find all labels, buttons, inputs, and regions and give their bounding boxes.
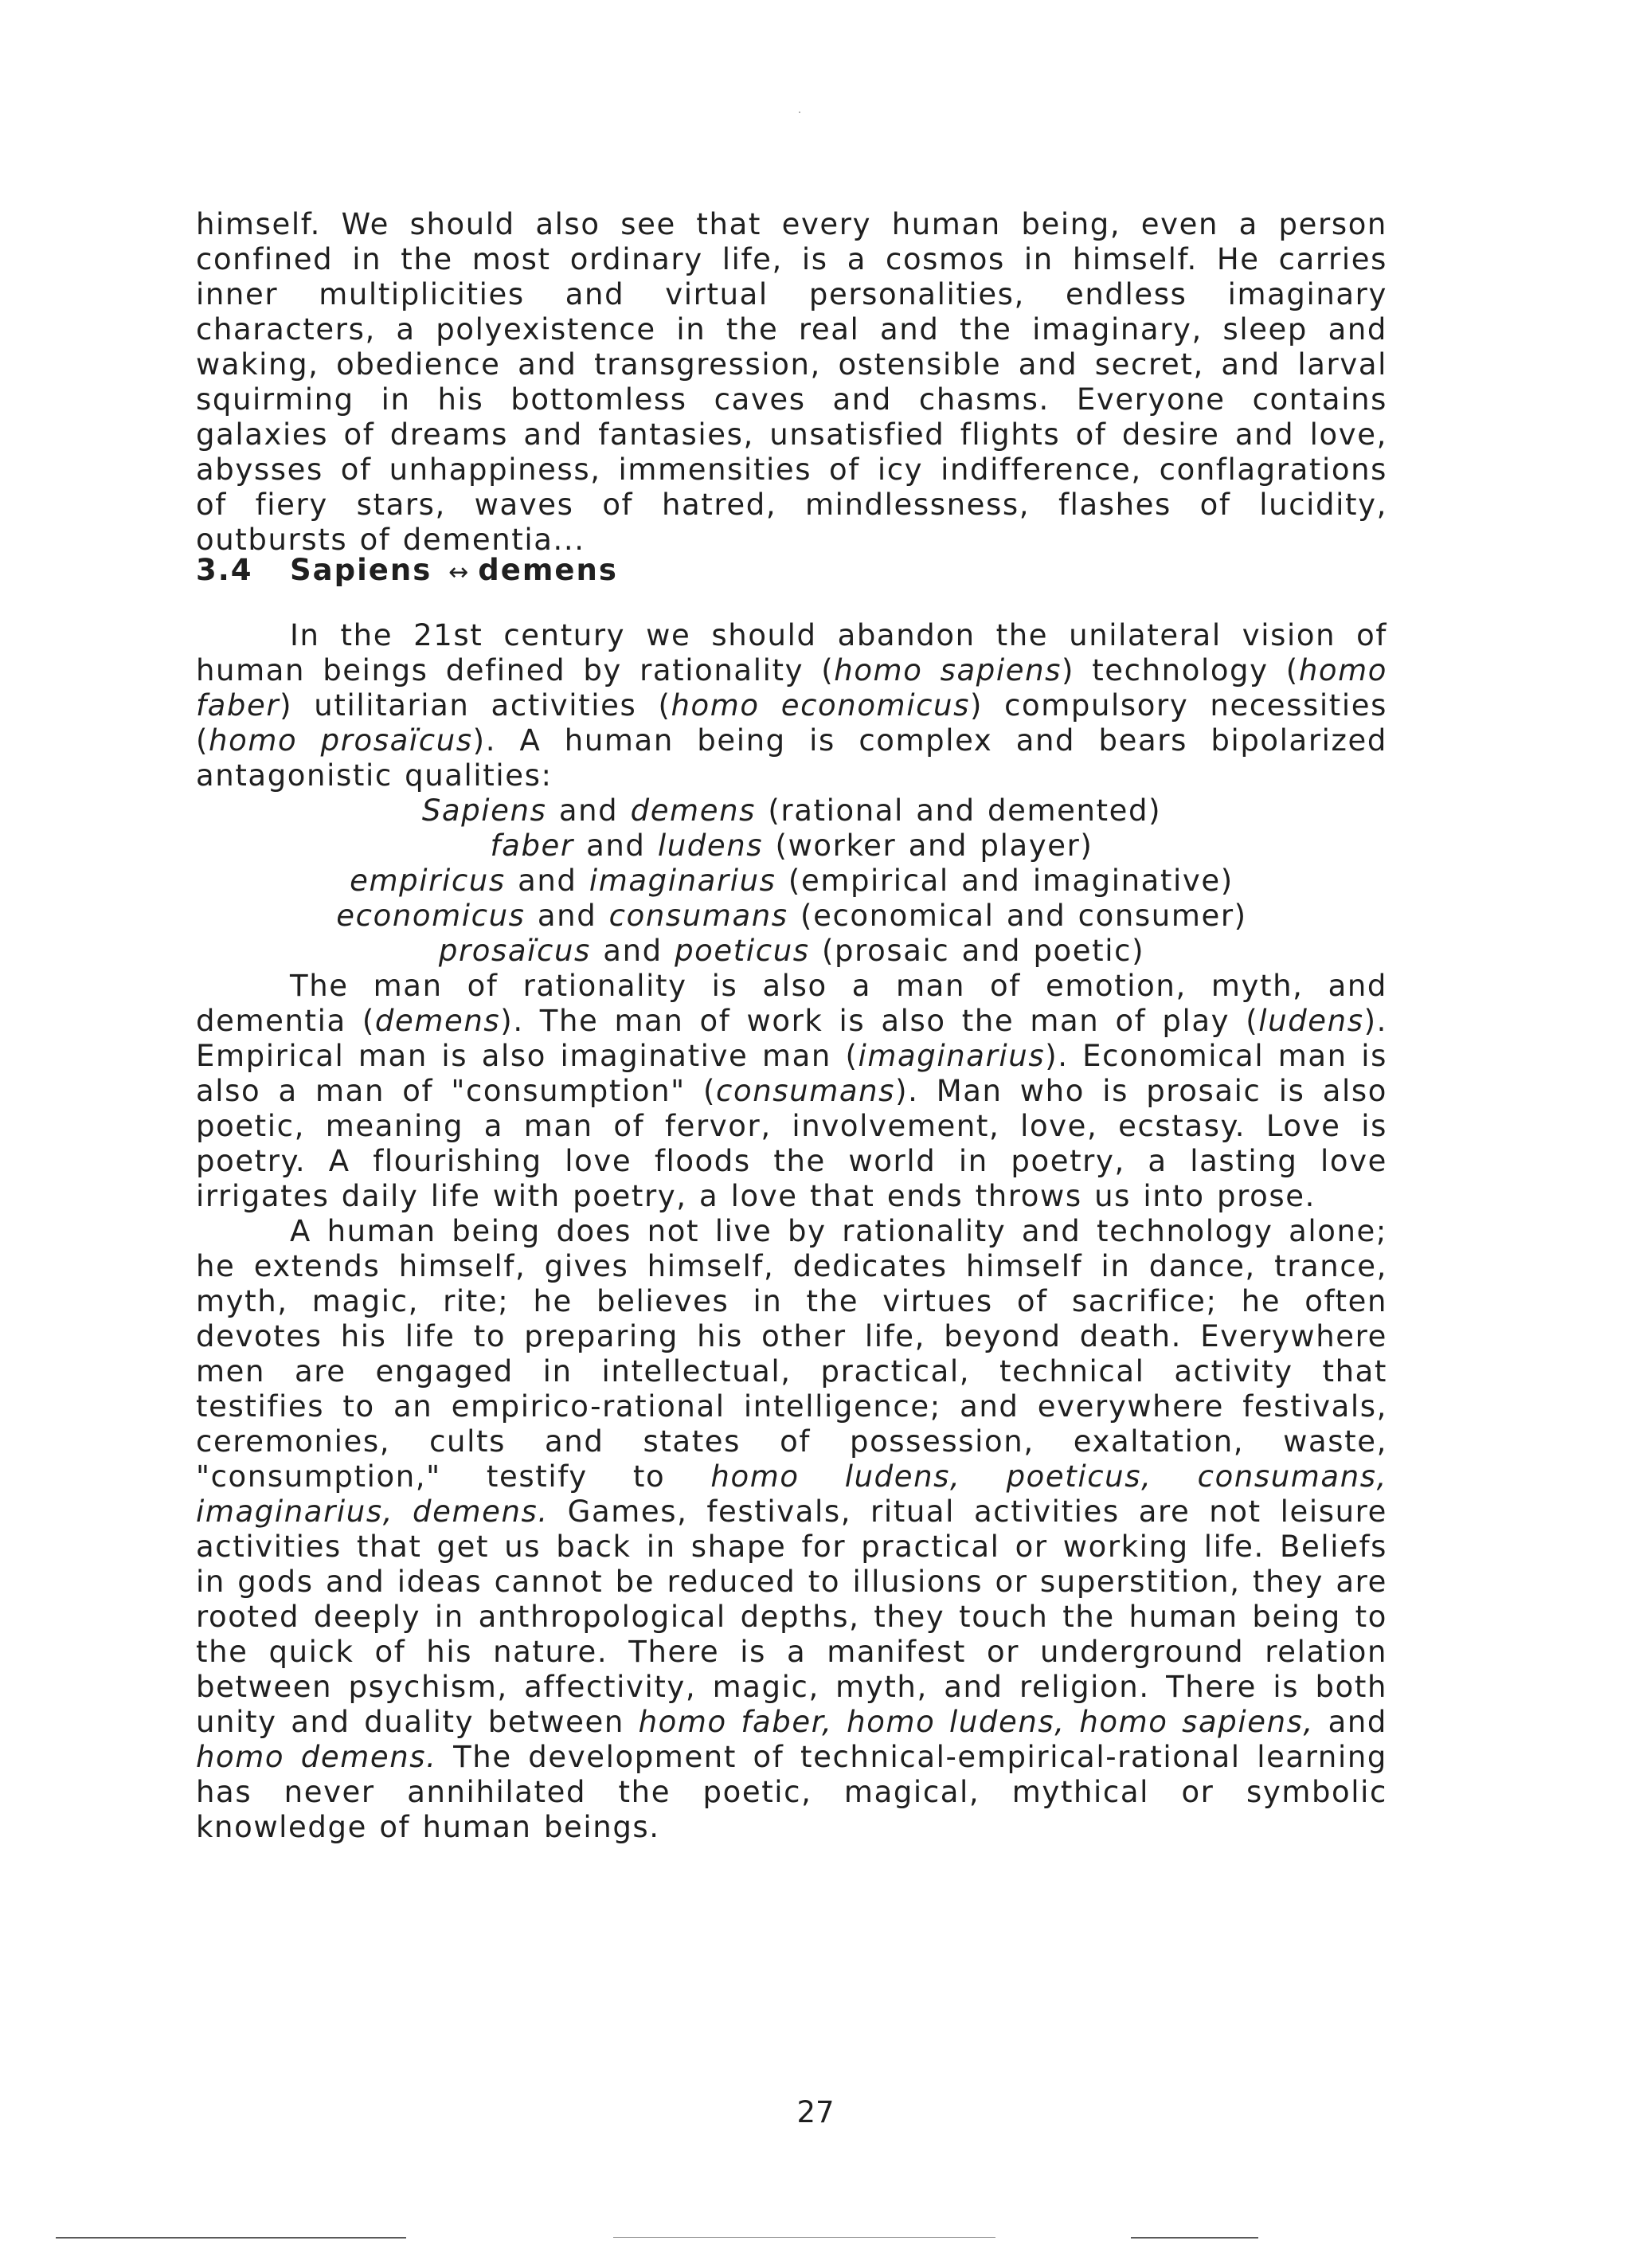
- text-run: ). A human being is complex and bears bipolarized antagonistic qualities:: [196, 723, 1387, 793]
- opening-text: [196, 207, 1387, 558]
- text-run: In the 21st century we should abandon the unilateral vision of human beings defined by rationality (: [196, 618, 1387, 687]
- text-run: and: [573, 828, 658, 863]
- italic-term: economicus: [336, 899, 526, 933]
- page-number: 27: [796, 2095, 835, 2129]
- text-run: and: [546, 793, 631, 828]
- list-item: [196, 793, 1387, 828]
- italic-term: homo economicus: [671, 688, 970, 723]
- italic-term: homo faber: [196, 653, 1388, 723]
- italic-term: homo faber, homo ludens, homo sapiens,: [638, 1705, 1314, 1739]
- text-run: and: [505, 864, 589, 898]
- text-run: (worker and player): [763, 828, 1093, 863]
- footer-rule: [613, 2237, 995, 2238]
- list-item: [196, 899, 1387, 934]
- text-run: (prosaic and poetic): [809, 934, 1145, 968]
- italic-term: ludens: [657, 828, 764, 863]
- paragraph-beyond-rationality: [196, 1214, 1387, 1845]
- list-item: [196, 828, 1387, 864]
- section-number: 3.4: [196, 553, 253, 587]
- italic-term: homo prosaïcus: [209, 723, 473, 758]
- italic-term: Sapiens: [421, 793, 547, 828]
- text-run: ). The man of work is also the man of play (: [500, 1004, 1259, 1038]
- italic-term: poeticus: [675, 934, 810, 968]
- italic-term: homo ludens, poeticus, consumans, imaginarius, demens.: [196, 1459, 1387, 1529]
- italic-term: faber: [490, 828, 574, 863]
- italic-term: consumans: [716, 1074, 896, 1108]
- paragraph-unilateral-vision: [196, 618, 1387, 793]
- italic-term: homo sapiens: [834, 653, 1062, 687]
- italic-term: imaginarius: [858, 1039, 1046, 1073]
- text-run: ). Empirical man is also imaginative man (: [196, 1004, 1387, 1073]
- text-run: and: [590, 934, 675, 968]
- paragraph-man-of-rationality: [196, 969, 1387, 1214]
- text-run: ). Man who is prosaic is also poetic, meaning a man of fervor, involvement, love, ecstasy. Love is poetry. A flourishing love floods the world in poetry, a lasting love irrigates daily life with poetry, a love that ends throws us into prose.: [196, 1074, 1388, 1213]
- italic-term: prosaïcus: [438, 934, 591, 968]
- text-run: Games, festivals, ritual activities are not leisure activities that get us back in shape for practical or working life. Beliefs in gods and ideas cannot be reduced to illusions or superstition, they are rooted deeply in anthropological depths, they touch the human being to the quick of his nature. There is a manifest or underground relation between psychism, affectivity, magic, myth, and religion. There is both unity and duality between: [196, 1494, 1388, 1739]
- text-run: ) compulsory necessities (: [196, 688, 1387, 758]
- paragraph-cosmos: himself. We should also see that every human being, even a person confined in the most ordinary life, is a cosmos in himself. He carries inner multiplicities and virtual personalities, endless imaginary characters, a polyexistence in the real and the imaginary, sleep and waking, obedience and transgression, ostensible and secret, and larval squirming in his bottomless caves and chasms. Everyone contains galaxies of dreams and fantasies, unsatisfied flights of desire and love, abysses of unhappiness, immensities of icy indifference, conflagrations of fiery stars, waves of hatred, mindlessness, flashes of lucidity, outbursts of dementia...: [196, 207, 1387, 557]
- footer-rule: [56, 2237, 406, 2239]
- heading-word-sapiens: Sapiens: [290, 553, 432, 587]
- double-arrow-icon: ↔: [448, 558, 471, 586]
- italic-term: demens: [374, 1004, 501, 1038]
- italic-term: demens: [630, 793, 756, 828]
- text-run: (rational and demented): [756, 793, 1162, 828]
- footer-rule: [1131, 2237, 1258, 2239]
- section-body: [196, 618, 1387, 1845]
- text-run: The man of rationality is also a man of emotion, myth, and dementia (: [196, 969, 1387, 1038]
- text-run: ) technology (: [1062, 653, 1299, 687]
- text-run: ). Economical man is also a man of "consumption" (: [196, 1039, 1387, 1108]
- section-heading: [196, 553, 618, 590]
- text-run: The development of technical-empirical-rational learning has never annihilated the poetic, magical, mythical or symbolic knowledge of human beings.: [196, 1740, 1387, 1844]
- italic-term: homo demens.: [196, 1740, 437, 1774]
- italic-term: ludens: [1258, 1004, 1364, 1038]
- text-run: (empirical and imaginative): [776, 864, 1234, 898]
- italic-term: imaginarius: [589, 864, 776, 898]
- italic-term: consumans: [608, 899, 788, 933]
- text-run: (economical and consumer): [788, 899, 1247, 933]
- heading-word-demens: demens: [478, 553, 618, 587]
- text-run: and: [1313, 1705, 1387, 1739]
- text-run: and: [525, 899, 609, 933]
- list-item: [196, 934, 1387, 969]
- italic-term: empiricus: [350, 864, 506, 898]
- scan-speck: [799, 112, 800, 113]
- text-run: A human being does not live by rationality and technology alone; he extends himself, gives himself, dedicates himself in dance, trance, myth, magic, rite; he believes in the virtues of sacrifice; he often devotes his life to preparing his other life, beyond death. Everywhere men are engaged in intellectual, practical, technical activity that testifies to an empirico-rational intelligence; and everywhere festivals, ceremonies, cults and states of possession, exaltation, waste, "consumption," testify to: [196, 1214, 1387, 1494]
- text-run: ) utilitarian activities (: [280, 688, 671, 723]
- list-item: [196, 864, 1387, 899]
- bipolar-qualities-list: [196, 793, 1387, 969]
